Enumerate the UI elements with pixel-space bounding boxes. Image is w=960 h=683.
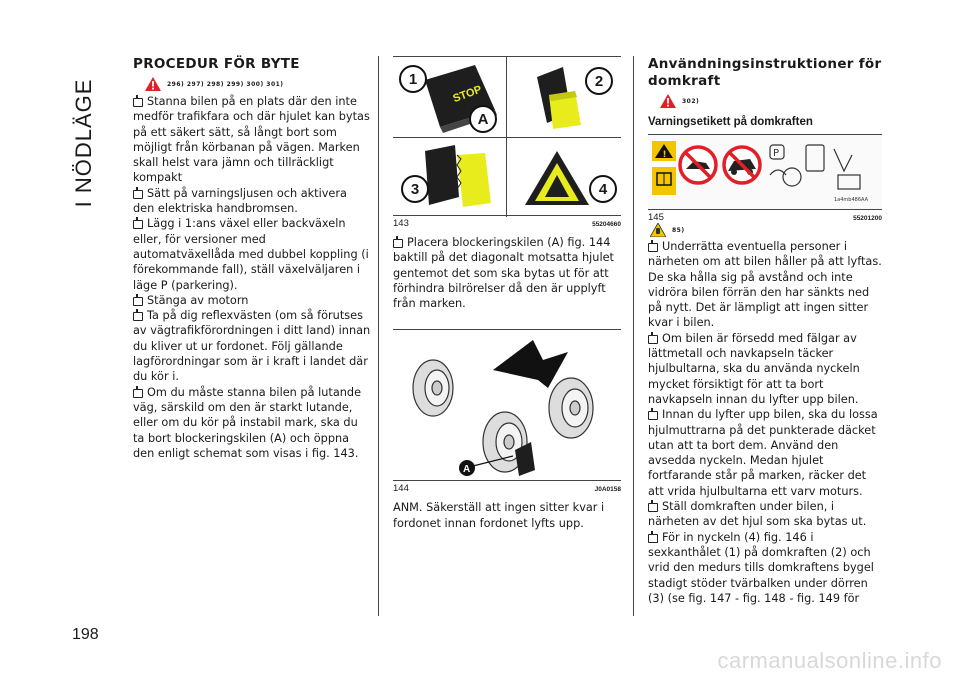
list-item: Ställ domkraften under bilen, i närheten av det hjul som ska bytas ut.: [648, 500, 867, 529]
warning-references: 296) 297) 298) 299) 300) 301): [167, 80, 284, 88]
figure-145-caption: [648, 212, 882, 223]
bullet-square-icon: [133, 189, 143, 197]
bullet-square-icon: [133, 219, 143, 227]
svg-text:P: P: [773, 148, 780, 159]
bullet-square-icon: [648, 410, 658, 418]
warning-triangle-icon: [145, 77, 161, 91]
warning-triangle-icon: [660, 94, 676, 108]
sticker-code: 1a4mb486AA: [834, 197, 868, 203]
jack-label-subheading: Varningsetikett på domkraften: [648, 116, 813, 128]
figure-143-wedge-unfold: [393, 56, 621, 216]
jack-instruction-list: [648, 239, 882, 606]
wedge-label: STOP: [451, 83, 484, 106]
figure-number: 143: [393, 218, 409, 229]
bullet-square-icon: [393, 238, 403, 246]
warning-row: [660, 94, 882, 108]
list-item: Ta på dig reflexvästen (om så förutses av vägtrafikförordningen i ditt land) innan du kliver ut ur fordonet. Följ gällande lagförordningar som är i kraft i landet där du kör i.: [133, 309, 371, 384]
procedure-heading: PROCEDUR FÖR BYTE: [133, 56, 300, 72]
wheels-with-wedge-image: [393, 330, 621, 480]
bullet-square-icon: [133, 311, 143, 319]
jack-heading: Användningsinstruktioner för domkraft: [648, 56, 882, 89]
caution-row: [650, 223, 882, 237]
note-text: ANM. Säkerställ att ingen sitter kvar i fordonet innan fordonet lyfts upp.: [393, 501, 605, 530]
figure-144-caption: [393, 483, 621, 494]
section-tab: I NÖDLÄGE: [71, 78, 96, 208]
figure-145-jack-label: [648, 134, 882, 210]
figure-number: 144: [393, 483, 409, 495]
list-item: Stänga av motorn: [133, 293, 371, 308]
column-divider: [378, 56, 379, 616]
column-wedge: [393, 56, 621, 531]
warning-row: [145, 77, 371, 91]
callout-label-a: A: [463, 464, 471, 476]
figure-code: J0A0158: [594, 486, 621, 494]
bullet-square-icon: [648, 334, 658, 342]
prohibition-icon: [680, 147, 716, 183]
bullet-square-icon: [133, 296, 143, 304]
bullet-square-icon: [648, 533, 658, 541]
page-number: 198: [72, 626, 99, 643]
list-item: Underrätta eventuella personer i närheten om att bilen håller på att lyftas. De ska hålla sig på avstånd och inte vidröra bilen förrän den har sänkts ned på nytt. Det är lämpligt att ingen sitter kvar i bilen.: [648, 240, 882, 330]
column-procedure: [133, 56, 371, 461]
figure-144-wedge-placement: [393, 329, 621, 481]
bullet-square-icon: [133, 388, 143, 396]
warning-references: 302): [682, 97, 700, 105]
figure-143-caption: [393, 218, 621, 229]
svg-text:!: !: [662, 150, 667, 160]
list-item: Stanna bilen på en plats där den inte medför trafikfara och där hjulet kan bytas på ett säkert sätt, så långt bort som möjligt från körbanan på vägen. Marken skall helst vara jämn och tillräckligt kompakt: [133, 95, 370, 185]
bullet-square-icon: [648, 242, 658, 250]
bullet-square-icon: [133, 97, 143, 105]
figure-number: 145: [648, 212, 664, 223]
watermark: carmanualsonline.info: [717, 648, 942, 673]
figure-label-2: 2: [585, 67, 613, 95]
list-item: Lägg i 1:ans växel eller backväxeln eller, för versioner med automatväxellåda med dubbel koppling (i förekommande fall), ställ växelväljaren i läge P (parkering).: [133, 217, 369, 292]
figure-code: 55201200: [853, 215, 882, 222]
wedge-unfolded-image: [521, 149, 593, 213]
wedge-opening-image: [531, 65, 587, 133]
list-item: För in nyckeln (4) fig. 146 i sexkanthålet (1) på domkraften (2) och vrid den medurs tills domkraftens bygel stadigt stöder tvärbalken under dörren (3) (se fig. 147 - fig. 148 - fig. 149 för: [648, 530, 874, 605]
figure-label-3: 3: [401, 175, 429, 203]
caution-hand-icon: [650, 223, 666, 237]
figure-label-4: 4: [589, 175, 617, 203]
figure-code: 55204660: [592, 221, 621, 228]
wedge-instruction: Placera blockeringskilen (A) fig. 144 baktill på det diagonalt motsatta hjulet gentemot det som ska bytas ut för att förhindra bilrörelser då den är upplyft från marken.: [393, 236, 614, 311]
procedure-list: [133, 94, 371, 461]
column-divider: [633, 56, 634, 616]
list-item: Om bilen är försedd med fälgar av lättmetall och navkapseln täcker hjulbultarna, ska du använda nyckeln mycket försiktigt för att ta bort navkapseln innan du lyfter upp bilen.: [648, 331, 860, 406]
jack-warning-sticker-image: [648, 135, 882, 209]
figure-grid-line: [393, 137, 621, 138]
caution-references: 85): [672, 226, 685, 234]
bullet-square-icon: [648, 502, 658, 510]
prohibition-icon: [724, 147, 760, 183]
list-item: Sätt på varningsljusen och aktivera den elektriska handbromsen.: [133, 186, 347, 216]
callout-label-a: A: [469, 105, 497, 133]
wedge-half-open-image: [421, 145, 501, 211]
column-jack-instructions: [648, 56, 882, 606]
list-item: Innan du lyfter upp bilen, ska du lossa hjulmuttrarna på det punkterade däcket utan att ta bort dem. Använd den avsedda nyckeln. Medan hjulet fortfarande står på marken, räcker det att vrida hjulbultarna ett varv moturs.: [648, 408, 878, 498]
figure-label-1: 1: [399, 65, 427, 93]
list-item: Om du måste stanna bilen på lutande väg, särskild om den är starkt lutande, eller om du kör på instabil mark, ska du ta bort blockeringskilen (A) och öppna den enligt schemat som visas i fig. 143.: [133, 385, 362, 460]
